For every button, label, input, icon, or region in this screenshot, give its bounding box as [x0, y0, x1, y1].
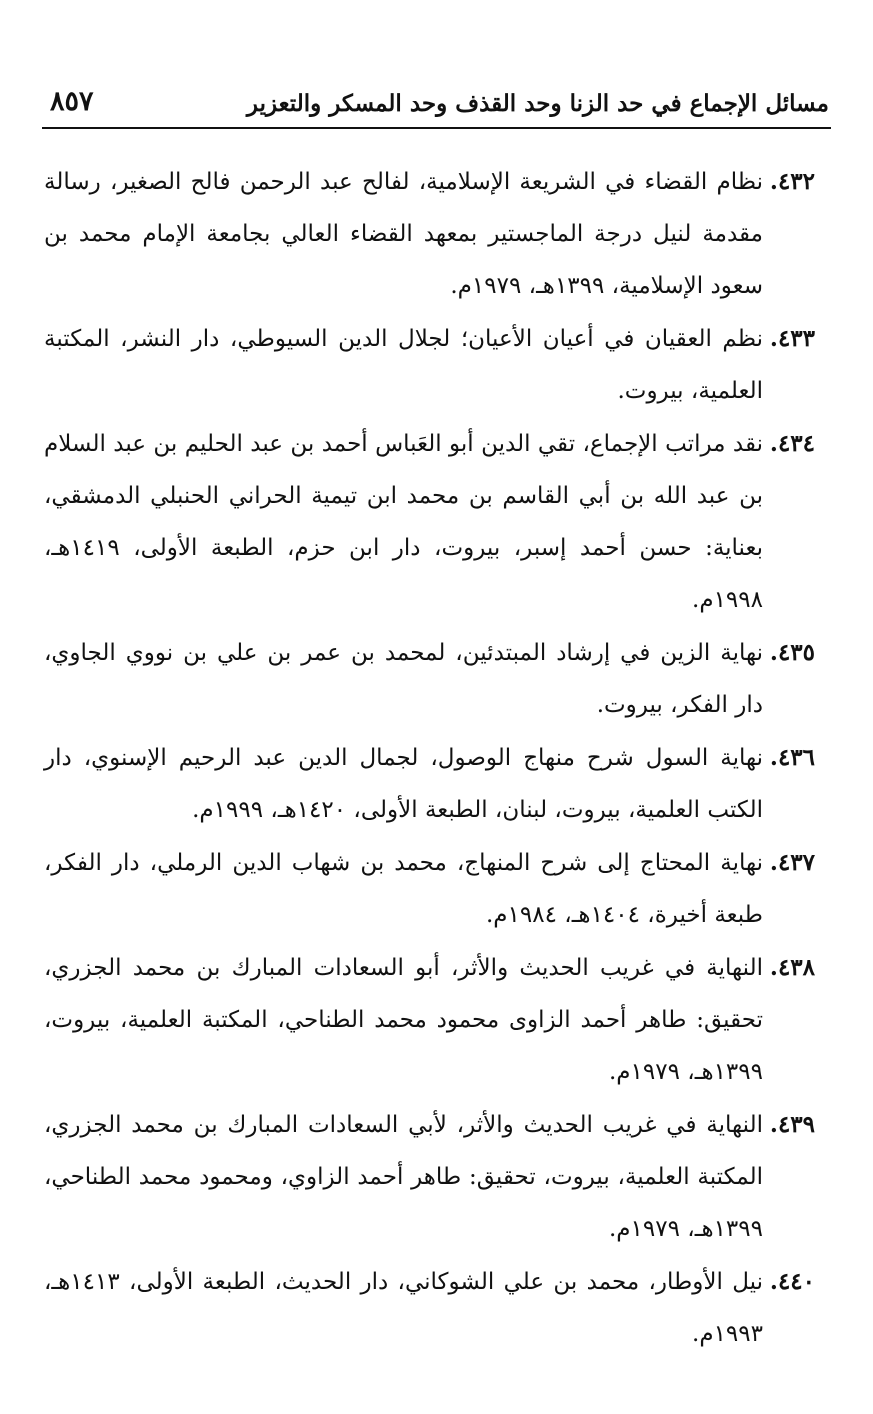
entry-text: نظم العقيان في أعيان الأعيان؛ لجلال الدين السيوطي، دار النشر، المكتبة العلمية، بيروت.: [44, 326, 763, 404]
bibliography-entry-440: [44, 1256, 815, 1360]
bibliography-entry-439: [44, 1099, 815, 1255]
entry-number: ٤٣٧.: [769, 849, 815, 876]
bibliography-entry-433: [44, 313, 815, 417]
entry-number: ٤٣٩.: [769, 1111, 815, 1138]
running-title: مسائل الإجماع في حد الزنا وحد القذف وحد المسكر والتعزير: [246, 90, 829, 117]
page-number: ٨٥٧: [50, 86, 94, 117]
running-header: [40, 78, 829, 130]
entry-number: ٤٣٤.: [769, 430, 815, 457]
entry-number: ٤٣٥.: [769, 639, 815, 666]
bibliography-entry-432: [44, 156, 815, 312]
bibliography-entry-434: [44, 418, 815, 626]
entry-text: نيل الأوطار، محمد بن علي الشوكاني، دار الحديث، الطبعة الأولى، ١٤١٣هـ، ١٩٩٣م.: [44, 1269, 763, 1347]
bibliography-entry-435: [44, 627, 815, 731]
entry-text: نهاية السول شرح منهاج الوصول، لجمال الدين عبد الرحيم الإسنوي، دار الكتب العلمية، بيروت، لبنان، الطبعة الأولى، ١٤٢٠هـ، ١٩٩٩م.: [44, 745, 763, 823]
entry-text: النهاية في غريب الحديث والأثر، أبو السعادات المبارك بن محمد الجزري، تحقيق: طاهر أحمد الزاوى محمود محمد الطناحي، المكتبة العلمية، بيروت، ١٣٩٩هـ، ١٩٧٩م.: [44, 955, 763, 1085]
entry-number: ٤٣٢.: [769, 168, 815, 195]
bibliography-list: [44, 156, 815, 1361]
entry-text: نقد مراتب الإجماع، تقي الدين أبو العَباس أحمد بن عبد الحليم بن عبد السلام بن عبد الله بن أبي القاسم بن محمد ابن تيمية الحراني الحنبلي الدمشقي، بعناية: حسن أحمد إسبر، بيروت، دار ابن حزم، الطبعة الأولى، ١٤١٩هـ، ١٩٩٨م.: [44, 431, 763, 613]
entry-number: ٤٤٠.: [769, 1268, 815, 1295]
entry-text: نهاية المحتاج إلى شرح المنهاج، محمد بن شهاب الدين الرملي، دار الفكر، طبعة أخيرة، ١٤٠٤هـ، ١٩٨٤م.: [44, 850, 763, 928]
entry-number: ٤٣٦.: [769, 744, 815, 771]
entry-number: ٤٣٨.: [769, 954, 815, 981]
bibliography-entry-436: [44, 732, 815, 836]
entry-text: نهاية الزين في إرشاد المبتدئين، لمحمد بن عمر بن علي بن نووي الجاوي، دار الفكر، بيروت.: [44, 640, 763, 718]
header-divider: [42, 127, 831, 129]
entry-text: نظام القضاء في الشريعة الإسلامية، لفالح عبد الرحمن فالح الصغير، رسالة مقدمة لنيل درجة الماجستير بمعهد القضاء العالي بجامعة الإمام محمد بن سعود الإسلامية، ١٣٩٩هـ، ١٩٧٩م.: [44, 169, 763, 299]
entry-number: ٤٣٣.: [769, 325, 815, 352]
bibliography-entry-438: [44, 942, 815, 1098]
bibliography-entry-437: [44, 837, 815, 941]
entry-text: النهاية في غريب الحديث والأثر، لأبي السعادات المبارك بن محمد الجزري، المكتبة العلمية، بيروت، تحقيق: طاهر أحمد الزاوي، ومحمود محمد الطناحي، ١٣٩٩هـ، ١٩٧٩م.: [44, 1112, 763, 1242]
